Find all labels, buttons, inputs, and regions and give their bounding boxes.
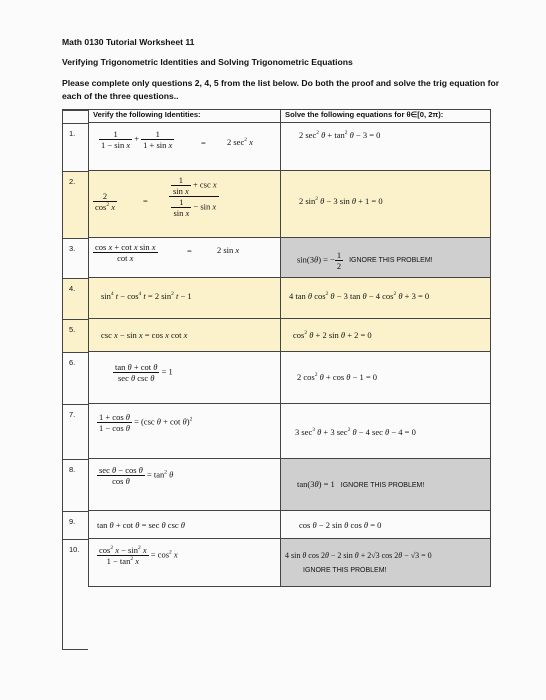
number-header-cell xyxy=(62,110,88,123)
identity-5: csc x − sin x = cos x cot x xyxy=(89,319,281,352)
problem-row-1 xyxy=(89,123,491,171)
equation-4: 4 tan θ $\cos^2 \theta - 3$ tan θ − 4 $\cos^2 \theta + 3 = 0$ xyxy=(281,278,491,319)
worksheet-subtitle: Verifying Trigonometric Identities and Solving Trigonometric Equations xyxy=(62,57,353,67)
identities-header: Verify the following Identities: xyxy=(89,110,281,123)
equation-5: $\cos^2 \theta + 2$ sin θ + 2 = 0 xyxy=(281,319,491,352)
equation-1: 2 $\sec^2 \theta + \tan^2 \theta - 3 = 0$ xyxy=(281,123,491,171)
equation-10: 4 sin θ cos 2θ − 2 sin θ + 2√3 cos 2θ − √3 = 0 IGNORE THIS PROBLEM! xyxy=(281,539,491,587)
problem-row-5 xyxy=(89,319,491,352)
problem-row-7 xyxy=(89,404,491,459)
row-number-cell xyxy=(62,511,88,539)
problem-row-2 xyxy=(89,171,491,238)
row-number: 5. xyxy=(69,324,76,334)
row-number-cell xyxy=(62,319,88,352)
identity-3: $\frac{\text{cos x + cot x sin x}}{\text{cot x}}$ = 2 sin x xyxy=(89,238,281,278)
ignore-label-3: IGNORE THIS PROBLEM! xyxy=(349,257,433,265)
identity-6: $\frac{\text{tan θ + cot θ}}{\text{sec θ csc θ}}$ = 1 xyxy=(89,352,281,404)
row-number: 2. xyxy=(69,176,76,186)
row-number: 8. xyxy=(69,464,76,474)
row-number: 10. xyxy=(69,544,80,554)
row-number-cell xyxy=(62,238,88,278)
equation-3: sin(3θ) = − $\frac{1}{2}$ IGNORE THIS PROBLEM! xyxy=(281,238,491,278)
identity-1: $\frac{1}{\text{1 − sin x}}$ + $\frac{1}{\text{1 + sin x}}$ = 2 $\sec^2 x$ xyxy=(89,123,281,171)
problem-row-6 xyxy=(89,352,491,404)
row-number-cell xyxy=(62,123,88,171)
row-number-cell xyxy=(62,171,88,238)
row-number: 7. xyxy=(69,409,76,419)
row-number: 1. xyxy=(69,128,76,138)
identity-2: $\frac{2}{\cos^2 x}$ = $\frac{1}{\text{sin x}}$ + csc x $\frac{1}{\text{sin x}}$ − sin x xyxy=(89,171,281,238)
row-number-cell xyxy=(62,352,88,404)
identity-4: $\sin^4 t - \cos^4 t = 2$ $\sin^2 t - 1$ xyxy=(89,278,281,319)
ignore-label-8: IGNORE THIS PROBLEM! xyxy=(340,482,425,489)
problem-row-3 xyxy=(89,238,491,278)
row-number: 4. xyxy=(69,283,76,293)
equations-header: Solve the following equations for θ∈[0, 2π): xyxy=(281,110,491,123)
row-number: 9. xyxy=(69,516,76,526)
problem-row-10 xyxy=(89,539,491,587)
identity-10: $\frac{\cos^2 x - \sin^2 x}{1 - \tan^2 x}$ = $\cos^2 x$ xyxy=(89,539,281,587)
problem-row-9 xyxy=(89,511,491,539)
identity-8: $\frac{\text{sec θ − cos θ}}{\text{cos θ}}$ = $\tan^2 \theta$ xyxy=(89,459,281,511)
equation-9: cos θ − 2 sin θ cos θ = 0 xyxy=(281,511,491,539)
row-number-cell xyxy=(62,404,88,459)
row-number: 6. xyxy=(69,357,76,367)
equation-2: 2 $\sin^2 \theta - 3$ sin θ + 1 = 0 xyxy=(281,171,491,238)
ignore-label-10: IGNORE THIS PROBLEM! xyxy=(303,567,387,574)
row-number-cell xyxy=(62,539,88,587)
equation-6: 2 $\cos^2 \theta + \cos \theta - 1 = 0$ xyxy=(281,352,491,404)
equation-7: 3 $\sec^3 \theta + 3$ $\sec^2 \theta - 4$ sec θ − 4 = 0 xyxy=(281,404,491,459)
problem-row-4 xyxy=(89,278,491,319)
worksheet-title: Math 0130 Tutorial Worksheet 11 xyxy=(62,37,195,47)
identity-9: tan θ + cot θ = sec θ csc θ xyxy=(89,511,281,539)
equation-8: tan(3θ) = 1 IGNORE THIS PROBLEM! xyxy=(281,459,491,511)
worksheet-instructions: Please complete only questions 2, 4, 5 from the list below. Do both the proof and solve the trig equation for each of the three questions.. xyxy=(62,78,500,101)
problem-table xyxy=(88,109,491,587)
row-number-cell xyxy=(62,459,88,511)
row-number-cell xyxy=(62,278,88,319)
identity-7: $\frac{\text{1 + cos θ}}{\text{1 − cos θ}}$ = (csc θ + cot θ)$^2$ xyxy=(89,404,281,459)
row-number: 3. xyxy=(69,243,76,253)
problem-row-8 xyxy=(89,459,491,511)
